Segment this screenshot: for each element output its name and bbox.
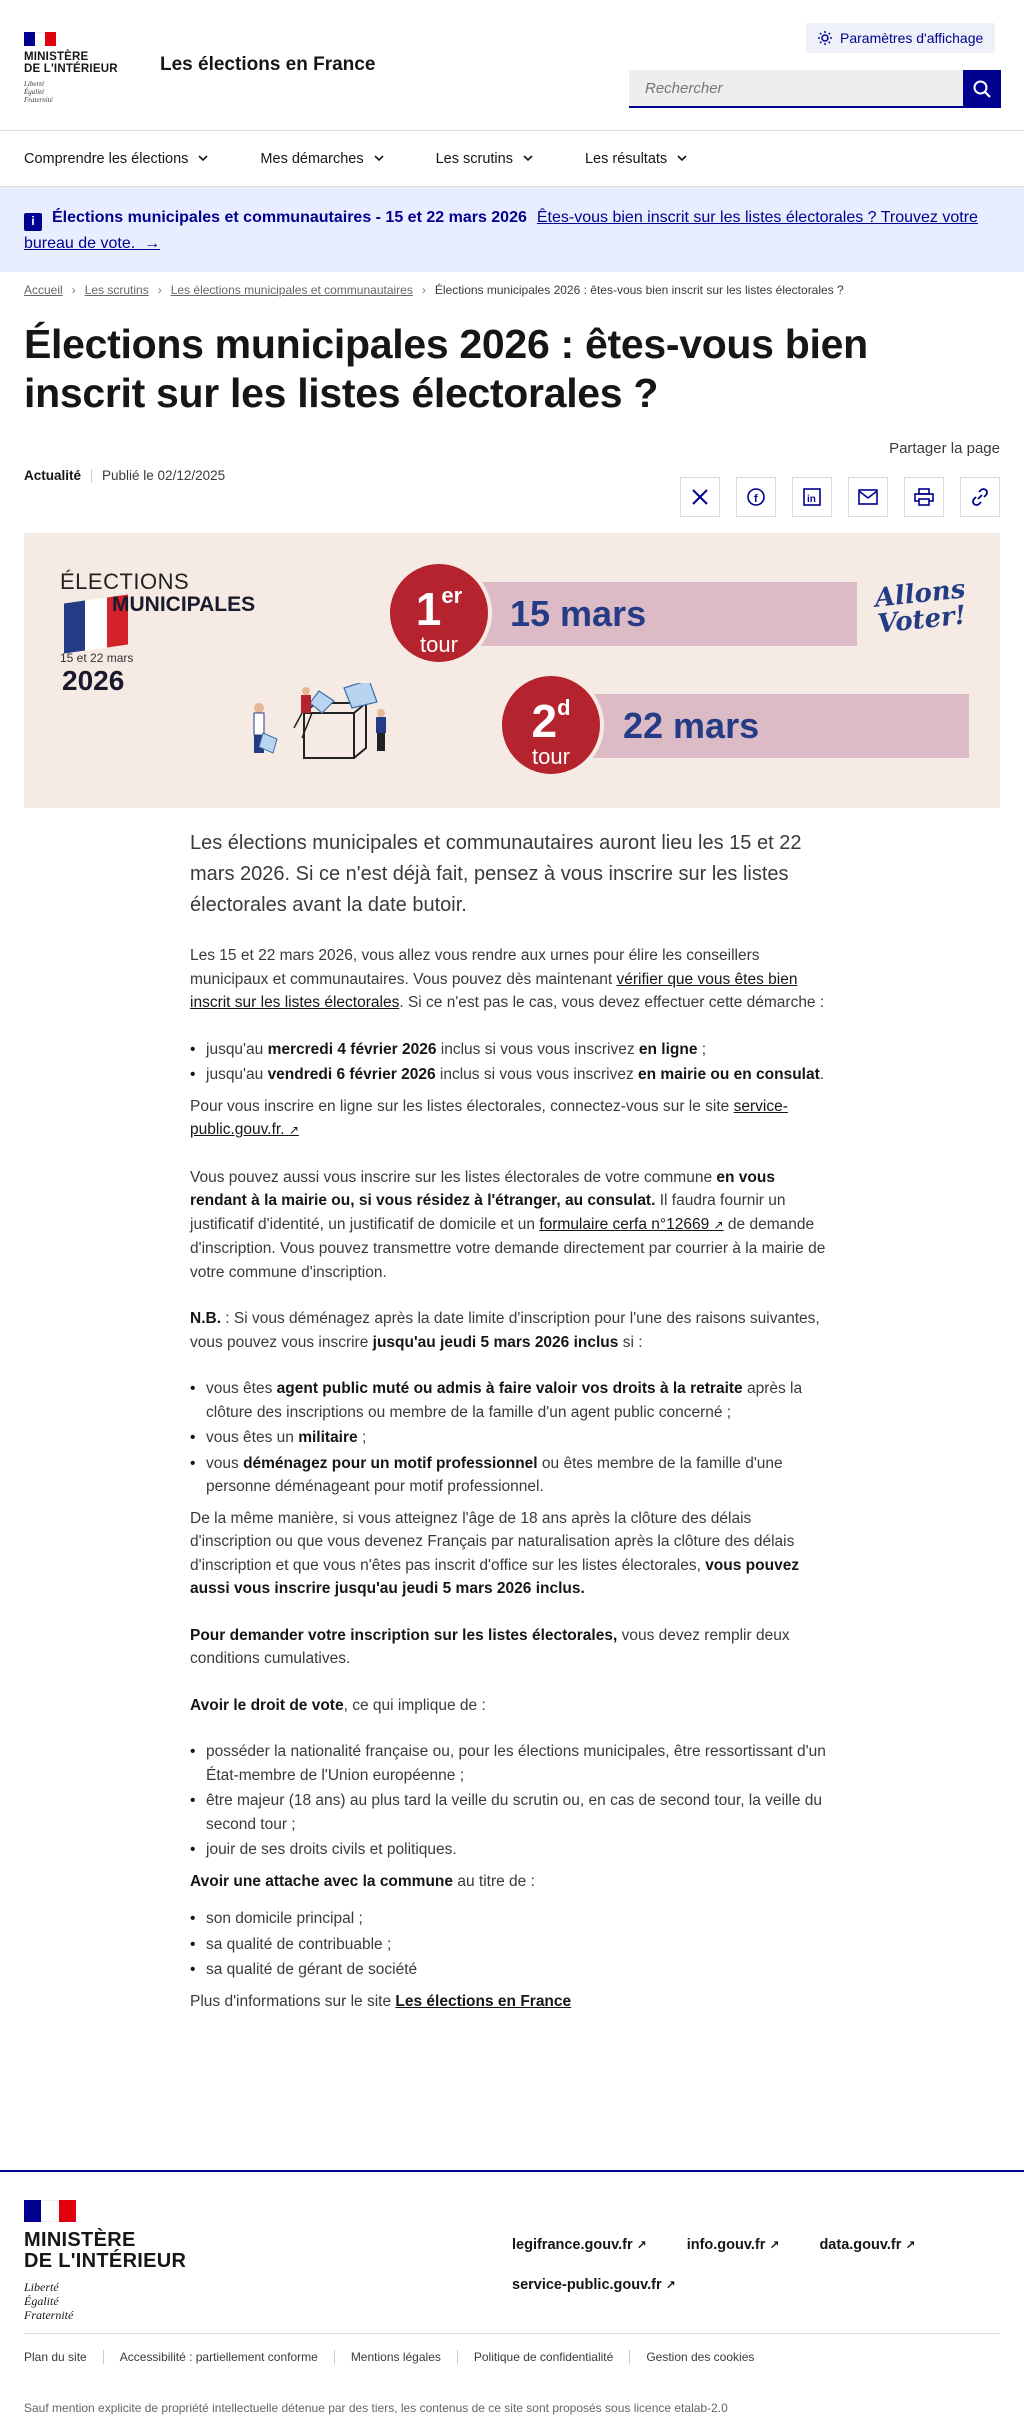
article-paragraph — [190, 1166, 835, 1285]
tour1-suffix: er — [441, 583, 463, 608]
breadcrumb-link[interactable]: Les scrutins — [84, 283, 149, 297]
svg-text:f: f — [754, 493, 758, 505]
share-label: Partager la page — [889, 440, 1000, 457]
text: mercredi 4 février 2026 — [267, 1040, 437, 1058]
nav-item-comprendre[interactable] — [24, 151, 208, 167]
footer-bottom-link[interactable]: Politique de confidentialité — [474, 2350, 630, 2364]
text: Avoir le droit de vote — [190, 1696, 344, 1714]
chevron-right-icon: › — [157, 283, 162, 297]
list-item: • sa qualité de contribuable ; — [190, 1933, 835, 1957]
external-link-icon: ↗ — [713, 1217, 724, 1232]
check-registration-link[interactable]: vérifier que vous êtes bien inscrit sur les listes électorales — [190, 970, 798, 1011]
article-paragraph — [190, 944, 835, 1015]
chevron-down-icon — [374, 155, 384, 162]
list-item: • sa qualité de gérant de société — [190, 1958, 835, 1982]
article-paragraph — [190, 1307, 835, 1354]
text: Les 15 et 22 mars 2026, vous allez vous rendre aux urnes pour élire les conseillers municipaux et communautaires. Vous pouvez dès maintenant — [190, 947, 760, 988]
article-lead: Les élections municipales et communautaires auront lieu les 15 et 22 mars 2026. Si ce n'est déjà fait, pensez à vous inscrire sur les listes électorales avant la date butoir. — [190, 832, 802, 916]
footer-link-legifrance[interactable] — [512, 2237, 647, 2253]
banner-municipales-text: MUNICIPALES — [112, 593, 256, 616]
text: formulaire cerfa n°12669 — [539, 1215, 710, 1233]
ministry-name: MINISTÈRE DE L'INTÉRIEUR — [24, 51, 118, 75]
text: jusqu'au jeudi 5 mars 2026 inclus — [372, 1333, 619, 1351]
nav-item-resultats[interactable] — [585, 151, 687, 167]
text: en mairie ou en consulat — [638, 1066, 820, 1083]
chevron-right-icon: › — [421, 283, 426, 297]
meta-divider — [91, 469, 92, 483]
chevron-down-icon — [677, 155, 687, 162]
search-input[interactable] — [629, 70, 963, 108]
text: service-public.gouv.fr — [512, 2277, 662, 2293]
chevron-down-icon — [523, 155, 533, 162]
text: Avoir une attache avec la commune — [190, 1872, 454, 1890]
list-item: • posséder la nationalité française ou, pour les élections municipales, être ressortissant d'un État-membre de l'Union européenne ; — [190, 1740, 835, 1787]
tour2-date: 22 mars — [623, 705, 760, 746]
list-item — [190, 1452, 835, 1499]
flag-icon — [24, 2200, 76, 2222]
text: inclus si vous vous inscrivez — [435, 1066, 639, 1083]
text: , ce qui implique de : — [343, 1696, 486, 1714]
text: . Si ce n'est pas le cas, vous devez effectuer cette démarche : — [399, 994, 825, 1011]
nav-label: Comprendre les élections — [24, 150, 189, 167]
text: Plus d'informations sur le site — [190, 1992, 396, 2010]
elections-site-link[interactable]: Les élections en France — [395, 1992, 572, 2010]
exception-list — [190, 1377, 835, 1499]
share-linkedin-button[interactable] — [792, 477, 832, 517]
share-email-button[interactable] — [848, 477, 888, 517]
text: après la clôture des inscriptions ou membre de la famille d'un agent public concerné ; — [206, 1380, 803, 1421]
article-meta — [24, 468, 225, 483]
breadcrumb — [0, 283, 868, 297]
text: agent public muté ou admis à faire valoir vos droits à la retraite — [276, 1380, 743, 1397]
tour1-number: 1 — [415, 583, 442, 635]
main-navigation — [0, 131, 1024, 187]
publish-date: Publié le 02/12/2025 — [102, 468, 226, 483]
text: Pour demander votre inscription sur les listes électorales, — [190, 1626, 618, 1644]
footer-bottom-link[interactable]: Gestion des cookies — [646, 2350, 755, 2364]
text: service-public.gouv.fr. — [190, 1097, 788, 1138]
article-category: Actualité — [24, 468, 82, 483]
flag-icon — [24, 32, 56, 46]
tour2-number: 2 — [531, 695, 558, 747]
chevron-right-icon: › — [71, 283, 76, 297]
nav-item-demarches[interactable] — [260, 151, 383, 167]
voters-illustration — [249, 683, 399, 773]
article-body — [190, 828, 835, 2036]
banner-year: 2026 — [62, 665, 125, 696]
text: inclus si vous vous inscrivez — [436, 1040, 639, 1058]
list-item — [190, 1038, 835, 1062]
external-link-icon: ↗ — [288, 1123, 299, 1137]
text: en ligne — [638, 1040, 698, 1058]
footer-link-info[interactable] — [687, 2237, 780, 2253]
tour1-word: tour — [420, 632, 458, 657]
nav-item-scrutins[interactable] — [436, 151, 533, 167]
text: : Si vous déménagez après la date limite d'inscription pour l'une des raisons suivantes, vous pouvez vous inscrire — [190, 1310, 820, 1351]
tour1-date: 15 mars — [510, 593, 647, 634]
search-bar — [629, 70, 1001, 108]
facebook-icon — [746, 487, 766, 507]
footer-link-service-public[interactable] — [512, 2277, 676, 2293]
tour2-badge — [498, 672, 604, 778]
list-item — [190, 1377, 835, 1424]
list-item: • son domicile principal ; — [190, 1907, 835, 1931]
footer-bottom-links — [24, 2333, 1000, 2364]
linkedin-icon — [803, 488, 821, 506]
notice-link-text: Êtes-vous bien inscrit sur les listes électorales ? Trouvez votre bureau de vote. — [24, 209, 978, 252]
tour1-bar — [464, 582, 857, 646]
external-link-icon: ↗ — [769, 2238, 780, 2252]
notice-banner — [0, 187, 1024, 272]
article-paragraph — [190, 1624, 835, 1671]
text: Vous pouvez aussi vous inscrire sur les listes électorales de votre commune — [190, 1168, 717, 1186]
commune-tie-list — [190, 1907, 835, 1982]
deadline-list — [190, 1038, 835, 1087]
text: vous — [206, 1454, 244, 1472]
text: si : — [618, 1333, 643, 1351]
x-icon — [691, 488, 709, 506]
text: info.gouv.fr — [686, 2237, 766, 2253]
article-paragraph — [190, 1990, 835, 2014]
footer-ministry-logo[interactable] — [24, 2200, 186, 2322]
mail-icon — [858, 489, 878, 505]
sun-icon — [818, 31, 832, 45]
text: data.gouv.fr — [819, 2237, 902, 2253]
site-footer — [0, 2170, 1024, 2424]
text: jusqu'au — [206, 1040, 268, 1058]
article-paragraph — [190, 1694, 835, 1718]
list-item — [190, 1063, 835, 1087]
share-buttons — [680, 477, 1000, 517]
text: militaire — [298, 1429, 358, 1446]
copy-link-button[interactable] — [960, 477, 1000, 517]
article-paragraph — [190, 1095, 835, 1143]
breadcrumb-link[interactable]: Accueil — [24, 283, 63, 297]
info-icon: i — [24, 213, 42, 231]
share-facebook-button[interactable] — [736, 477, 776, 517]
article-paragraph — [190, 1507, 835, 1601]
external-link-icon: ↗ — [665, 2278, 676, 2292]
text: Pour vous inscrire en ligne sur les listes électorales, connectez-vous sur le site — [190, 1097, 734, 1115]
external-link-icon: ↗ — [905, 2238, 916, 2252]
text: vous devez remplir deux conditions cumulatives. — [190, 1626, 790, 1667]
text: en vous rendant à la mairie ou, si vous résidez à l'étranger, au consulat. — [190, 1168, 775, 1209]
elections-banner — [24, 533, 1000, 808]
text: De la même manière, si vous atteignez l'âge de 18 ans après la clôture des délais d'inscription ou que vous devenez Français par naturalisation après la clôture des délais d'inscription et que vous n'êtes pas inscrit d'office sur les listes électorales, — [190, 1509, 795, 1574]
nav-label: Mes démarches — [260, 150, 364, 167]
external-link-icon: ↗ — [636, 2238, 647, 2252]
service-title[interactable]: Les élections en France — [160, 54, 376, 75]
text: N.B. — [190, 1310, 221, 1327]
tour2-bar — [577, 694, 969, 758]
arrow-right-icon: → — [139, 234, 161, 252]
list-item: • être majeur (18 ans) au plus tard la veille du scrutin ou, en cas de second tour, la veille du second tour ; — [190, 1789, 835, 1836]
link-icon — [970, 487, 990, 507]
display-settings-label: Paramètres d'affichage — [840, 30, 984, 46]
footer-bottom-link[interactable]: Mentions légales — [351, 2350, 458, 2364]
print-button[interactable] — [904, 477, 944, 517]
list-item — [190, 1426, 835, 1450]
display-settings-button[interactable] — [806, 23, 995, 53]
text: vous êtes — [206, 1380, 277, 1397]
republic-motto: Liberté Égalité Fraternité — [24, 2280, 74, 2322]
text: vous êtes un — [206, 1429, 299, 1446]
page-title: Élections municipales 2026 : êtes-vous bien inscrit sur les listes électorales ? — [24, 321, 868, 416]
nav-label: Les résultats — [584, 150, 668, 167]
search-icon — [972, 79, 992, 99]
cerfa-form-link[interactable] — [539, 1216, 723, 1233]
banner-elections-text: ÉLECTIONS — [60, 569, 190, 594]
text: ; — [697, 1040, 707, 1058]
list-item: • jouir de ses droits civils et politiques. — [190, 1838, 835, 1862]
text: au titre de : — [453, 1872, 535, 1890]
breadcrumb-link[interactable]: Les élections municipales et communautaires — [170, 283, 413, 297]
tour1-badge — [386, 560, 492, 666]
search-button[interactable] — [963, 70, 1001, 108]
text: ou êtes membre de la famille d'une personne déménageant pour motif professionnel. — [206, 1454, 783, 1495]
ministry-name: MINISTÈRE DE L'INTÉRIEUR — [24, 2229, 187, 2272]
notice-title: Élections municipales et communautaires - 15 et 22 mars 2026 — [52, 209, 527, 226]
footer-bottom-link[interactable]: Accessibilité : partiellement conforme — [120, 2350, 335, 2364]
allons-voter-slogan: Allons Voter! — [873, 574, 968, 640]
article-paragraph — [190, 1870, 835, 1894]
footer-bottom-link[interactable]: Plan du site — [24, 2350, 104, 2364]
license-text: Sauf mention explicite de propriété intellectuelle détenue par des tiers, les contenus de ce site sont proposés sous licence etalab-2.0 — [24, 2401, 728, 2415]
site-header — [0, 0, 1024, 131]
text: vous pouvez aussi vous inscrire jusqu'au jeudi 5 mars 2026 inclus. — [190, 1556, 800, 1597]
printer-icon — [914, 488, 934, 506]
svg-text:in: in — [807, 494, 816, 505]
text: Il faudra fournir un justificatif d'identité, un justificatif de domicile et un — [190, 1192, 786, 1233]
banner-dates: 15 et 22 mars — [60, 651, 134, 665]
breadcrumb-current: Élections municipales 2026 : êtes-vous bien inscrit sur les listes électorales ? — [434, 283, 844, 297]
tour2-word: tour — [532, 744, 570, 769]
text: ; — [357, 1429, 367, 1446]
republic-motto: Liberté Égalité Fraternité — [24, 80, 53, 104]
text: déménagez pour un motif professionnel — [243, 1454, 538, 1472]
footer-links — [512, 2237, 932, 2293]
text: vendredi 6 février 2026 — [267, 1066, 436, 1083]
share-x-button[interactable] — [680, 477, 720, 517]
footer-link-data[interactable] — [819, 2237, 915, 2253]
voting-rights-list — [190, 1740, 835, 1862]
text: de demande d'inscription. Vous pouvez transmettre votre demande directement par courrier à la mairie de votre commune d'inscription. — [190, 1215, 826, 1281]
text: . — [819, 1066, 825, 1083]
text: legifrance.gouv.fr — [512, 2237, 633, 2253]
ministry-logo[interactable] — [24, 32, 119, 104]
text: jusqu'au — [206, 1066, 268, 1083]
nav-label: Les scrutins — [435, 150, 513, 167]
tour2-suffix: d — [557, 695, 571, 720]
chevron-down-icon — [198, 155, 208, 162]
